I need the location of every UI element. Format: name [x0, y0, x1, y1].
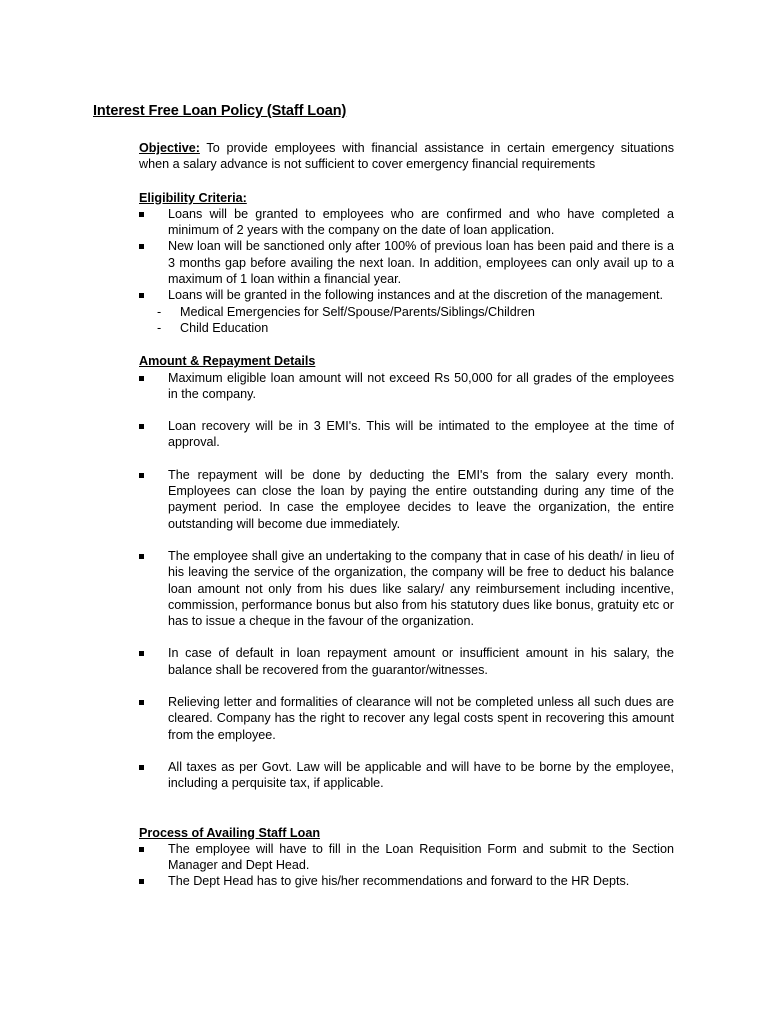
- objective-paragraph: [139, 140, 674, 173]
- list-item: [139, 841, 674, 874]
- bullet-icon: [139, 293, 144, 298]
- bullet-icon: [139, 700, 144, 705]
- objective-text: To provide employees with financial assistance in certain emergency situations when a salary advance is not sufficient to cover emergency financial requirements: [139, 141, 674, 172]
- amount-heading: Amount & Repayment Details: [139, 354, 316, 369]
- list-item-text: The repayment will be done by deducting the EMI's from the salary every month. Employees can close the loan by paying the entire outstanding during any time of the payment period. In case the employee decides to leave the organization, the entire outstanding will become due immediately.: [168, 467, 674, 531]
- eligibility-list: [139, 206, 674, 304]
- list-item: [139, 238, 674, 287]
- bullet-icon: [139, 244, 144, 249]
- eligibility-heading: Eligibility Criteria:: [139, 190, 247, 205]
- list-item: [139, 759, 674, 792]
- list-item: [139, 370, 674, 403]
- list-item-text: The employee shall give an undertaking to the company that in case of his death/ in lieu of his leaving the service of the organization, the company will be free to deduct his balance loan amount not only from his dues like salary/ any reimbursement including incentive, commission, performance bonus but also from his statutory dues like bonus, gratuity etc or has to issue a cheque in the favour of the organization.: [168, 548, 674, 629]
- list-item-text: The Dept Head has to give his/her recommendations and forward to the HR Depts.: [168, 874, 630, 889]
- bullet-icon: [139, 847, 144, 852]
- list-item-text: Loan recovery will be in 3 EMI's. This will be intimated to the employee at the time of approval.: [168, 419, 674, 450]
- objective-label: Objective:: [139, 141, 200, 155]
- list-item: [139, 320, 674, 336]
- bullet-icon: [139, 473, 144, 478]
- document-title: Interest Free Loan Policy (Staff Loan): [93, 103, 347, 119]
- list-item-text: All taxes as per Govt. Law will be applicable and will have to be borne by the employee, including a perquisite tax, if applicable.: [168, 759, 674, 791]
- list-item: [139, 304, 674, 320]
- list-item-text: Medical Emergencies for Self/Spouse/Parents/Siblings/Children: [180, 304, 535, 319]
- list-item: [139, 873, 674, 889]
- bullet-icon: [139, 554, 144, 559]
- list-item: [139, 467, 674, 532]
- list-item-text: Relieving letter and formalities of clearance will not be completed unless all such dues are cleared. Company has the right to recover any legal costs spent in recovering this amount from the employee.: [168, 695, 674, 742]
- process-list: [139, 841, 674, 890]
- amount-list: [139, 370, 674, 792]
- list-item: [139, 645, 674, 678]
- list-item-text: In case of default in loan repayment amount or insufficient amount in his salary, the balance shall be recovered from the guarantor/witnesses.: [168, 646, 674, 677]
- list-item: [139, 418, 674, 451]
- document-body: [139, 140, 674, 890]
- bullet-icon: [139, 424, 144, 429]
- dash-icon: -: [157, 304, 162, 319]
- dash-icon: -: [157, 320, 162, 335]
- instances-list: [139, 304, 674, 337]
- list-item-text: The employee will have to fill in the Loan Requisition Form and submit to the Section Manager and Dept Head.: [168, 841, 674, 873]
- list-item-text: Loans will be granted in the following instances and at the discretion of the management.: [168, 288, 663, 303]
- list-item-text: Child Education: [180, 320, 269, 335]
- list-item-text: Maximum eligible loan amount will not exceed Rs 50,000 for all grades of the employees in the company.: [168, 370, 674, 401]
- bullet-icon: [139, 651, 144, 656]
- list-item: [139, 694, 674, 743]
- list-item: [139, 548, 674, 629]
- bullet-icon: [139, 765, 144, 770]
- bullet-icon: [139, 212, 144, 217]
- list-item: [139, 287, 674, 303]
- list-item: [139, 206, 674, 239]
- bullet-icon: [139, 879, 144, 884]
- list-item-text: Loans will be granted to employees who are confirmed and who have completed a minimum of 2 years with the company on the date of loan application.: [168, 206, 674, 238]
- process-heading: Process of Availing Staff Loan: [139, 825, 321, 840]
- list-item-text: New loan will be sanctioned only after 100% of previous loan has been paid and there is a 3 months gap before availing the next loan. In addition, employees can only avail up to a maximum of 1 loan within a financial year.: [168, 239, 674, 287]
- bullet-icon: [139, 376, 144, 381]
